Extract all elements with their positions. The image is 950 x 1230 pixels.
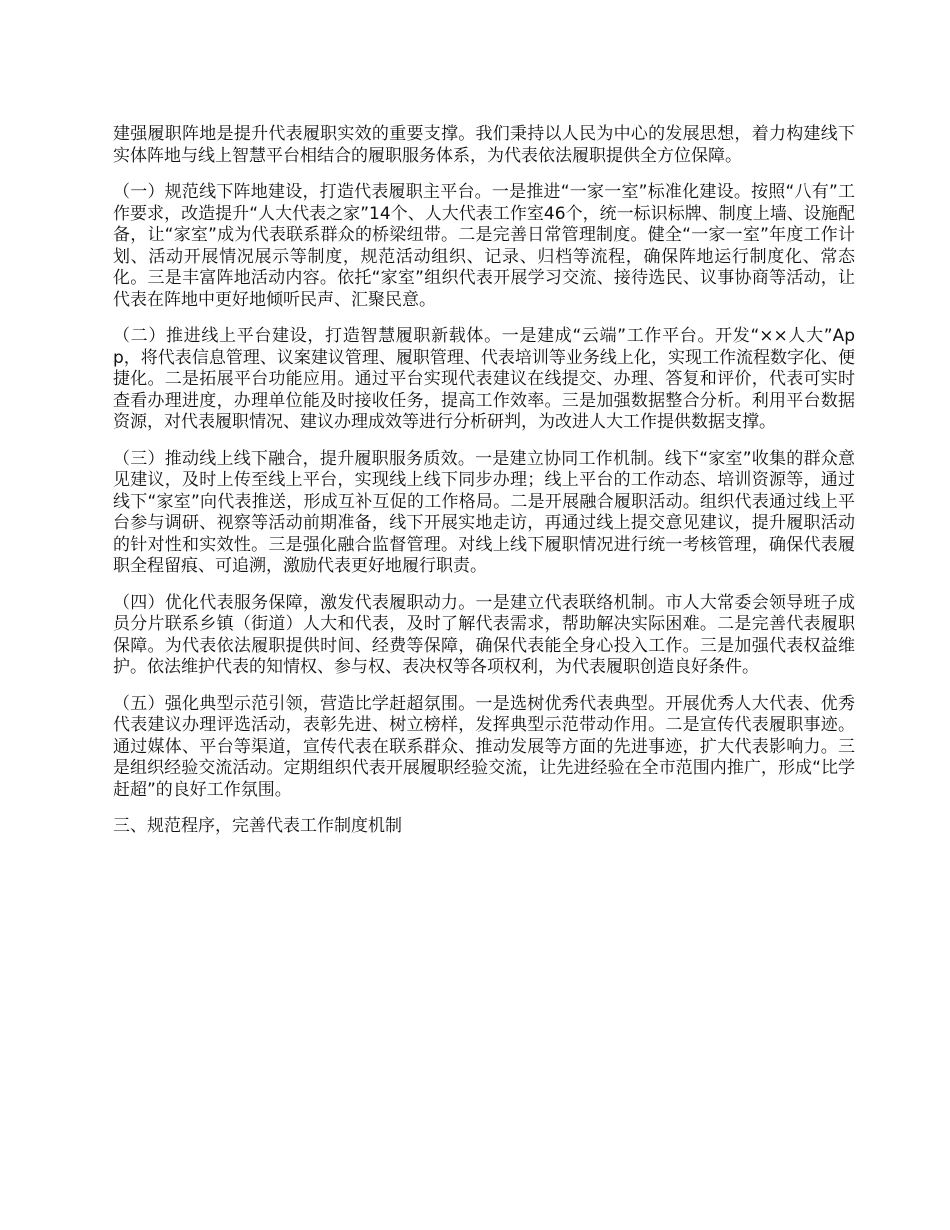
paragraph-offline-venues: （一）规范线下阵地建设，打造代表履职主平台。一是推进“一家一室”标准化建设。按照“八有”工作要求，改造提升“人大代表之家”14个、人大代表工作室46个，统一标识标牌、制度上墙、设施配备，让“家室”成为代表联系群众的桥梁纽带。二是完善日常管理制度。健全“一家一室”年度工作计划、活动开展情况展示等制度，规范活动组织、记录、归档等流程，确保阵地运行制度化、常态化。三是丰富阵地活动内容。依托“家室”组织代表开展学习交流、接待选民、议事协商等活动，让代表在阵地中更好地倾听民声、汇聚民意。 [113,182,855,310]
paragraph-online-offline-integration: （三）推动线上线下融合，提升履职服务质效。一是建立协同工作机制。线下“家室”收集的群众意见建议，及时上传至线上平台，实现线上线下同步办理；线上平台的工作动态、培训资源等，通过线下“家室”向代表推送，形成互补互促的工作格局。二是开展融合履职活动。组织代表通过线上平台参与调研、视察等活动前期准备，线下开展实地走访，再通过线上提交意见建议，提升履职活动的针对性和实效性。三是强化融合监督管理。对线上线下履职情况进行统一考核管理，确保代表履职全程留痕、可追溯，激励代表更好地履行职责。 [113,448,855,576]
paragraph-service-support: （四）优化代表服务保障，激发代表履职动力。一是建立代表联络机制。市人大常委会领导班子成员分片联系乡镇（街道）人大和代表，及时了解代表需求，帮助解决实际困难。二是完善代表履职保障。为代表依法履职提供时间、经费等保障，确保代表能全身心投入工作。三是加强代表权益维护。依法维护代表的知情权、参与权、表决权等各项权利，为代表履职创造良好条件。 [113,592,855,677]
document-body [113,124,855,838]
intro-paragraph: 建强履职阵地是提升代表履职实效的重要支撑。我们秉持以人民为中心的发展思想，着力构建线下实体阵地与线上智慧平台相结合的履职服务体系，为代表依法履职提供全方位保障。 [113,124,855,166]
section-heading: 三、规范程序，完善代表工作制度机制 [113,816,402,836]
paragraph-online-platform: （二）推进线上平台建设，打造智慧履职新载体。一是建成“云端”工作平台。开发“××人大”App，将代表信息管理、议案建议管理、履职管理、代表培训等业务线上化，实现工作流程数字化、便捷化。二是拓展平台功能应用。通过平台实现代表建议在线提交、办理、答复和评价，代表可实时查看办理进度，办理单位能及时接收任务，提高工作效率。三是加强数据整合分析。利用平台数据资源，对代表履职情况、建议办理成效等进行分析研判，为改进人大工作提供数据支撑。 [113,326,855,432]
paragraph-model-guidance: （五）强化典型示范引领，营造比学赶超氛围。一是选树优秀代表典型。开展优秀人大代表、优秀代表建议办理评选活动，表彰先进、树立榜样，发挥典型示范带动作用。二是宣传代表履职事迹。通过媒体、平台等渠道，宣传代表在联系群众、推动发展等方面的先进事迹，扩大代表影响力。三是组织经验交流活动。定期组织代表开展履职经验交流，让先进经验在全市范围内推广，形成“比学赶超”的良好工作氛围。 [113,693,855,800]
